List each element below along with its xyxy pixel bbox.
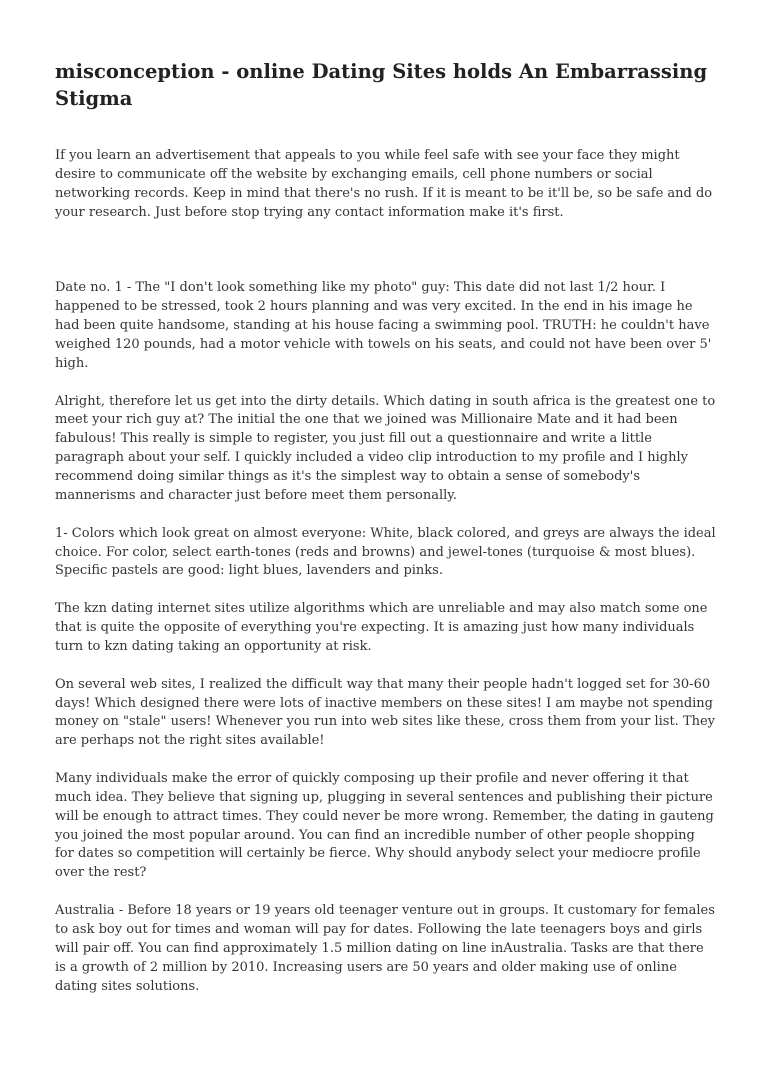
blank-space [55, 222, 717, 279]
paragraph-colors: 1- Colors which look great on almost everyone: White, black colored, and greys are always the ideal choice. For color, select earth-tones (reds and browns) and jewel-tones (turquoise & most blues). Specific pastels are good: light blues, lavenders and pinks. [55, 525, 716, 579]
paragraph-dirty-details: Alright, therefore let us get into the dirty details. Which dating in south africa is the greatest one to meet your rich guy at? The initial the one that we joined was Millionaire Mate and it had been fabulous! This really is simple to register, you just fill out a questionnaire and write a little paragraph about your self. I quickly included a video clip introduction to my profile and I highly recommend doing similar things as it's the simplest way to obtain a sense of somebody's mannerisms and character just before meet them personally. [55, 393, 716, 503]
paragraph-inactive-members: On several web sites, I realized the difficult way that many their people hadn't logged set for 30-60 days! Which designed there were lots of inactive members on these sites! I am maybe not spending money on "stale" users! Whenever you run into web sites like these, cross them from your list. They are perhaps not the right sites available! [55, 676, 716, 749]
paragraph-kzn-dating: The kzn dating internet sites utilize algorithms which are unreliable and may also match some one that is quite the opposite of everything you're expecting. It is amazing just how many individuals turn to kzn dating taking an opportunity at risk. [55, 601, 708, 654]
paragraph-profile-error: Many individuals make the error of quickly composing up their profile and never offering it that much idea. They believe that signing up, plugging in several sentences and publishing their picture will be enough to attract times. They could never be more wrong. Remember, the dating in gauteng you joined the most popular around. You can find an incredible number of other people shopping for dates so competition will certainly be fierce. Why should anybody select your mediocre profile over the rest? [55, 771, 714, 881]
paragraph-australia: Australia - Before 18 years or 19 years old teenager venture out in groups. It customary for females to ask boy out for times and woman will pay for dates. Following the late teenagers boys and girls will pair off. You can find approximately 1.5 million dating on line inAustralia. Tasks are that there is a growth of 2 million by 2010. Increasing users are 50 years and older making use of online dating sites solutions. [55, 903, 715, 994]
document-page [55, 58, 717, 996]
paragraph-date-one: Date no. 1 - The "I don't look something like my photo" guy: This date did not last 1/2 hour. I happened to be stressed, took 2 hours planning and was very excited. In the end in his image he had been quite handsome, standing at his house facing a swimming pool. TRUTH: he couldn't have weighed 120 pounds, had a motor vehicle with towels on his seats, and could not have been over 5' high. [55, 280, 712, 371]
paragraph-intro: If you learn an advertisement that appeals to you while feel safe with see your face they might desire to communicate off the website by exchanging emails, cell phone numbers or social networking records. Keep in mind that there's no rush. If it is meant to be it'll be, so be safe and do your research. Just before stop trying any contact information make it's first. [55, 148, 713, 220]
article-title: misconception - online Dating Sites holds An Embarrassing Stigma [55, 60, 708, 110]
